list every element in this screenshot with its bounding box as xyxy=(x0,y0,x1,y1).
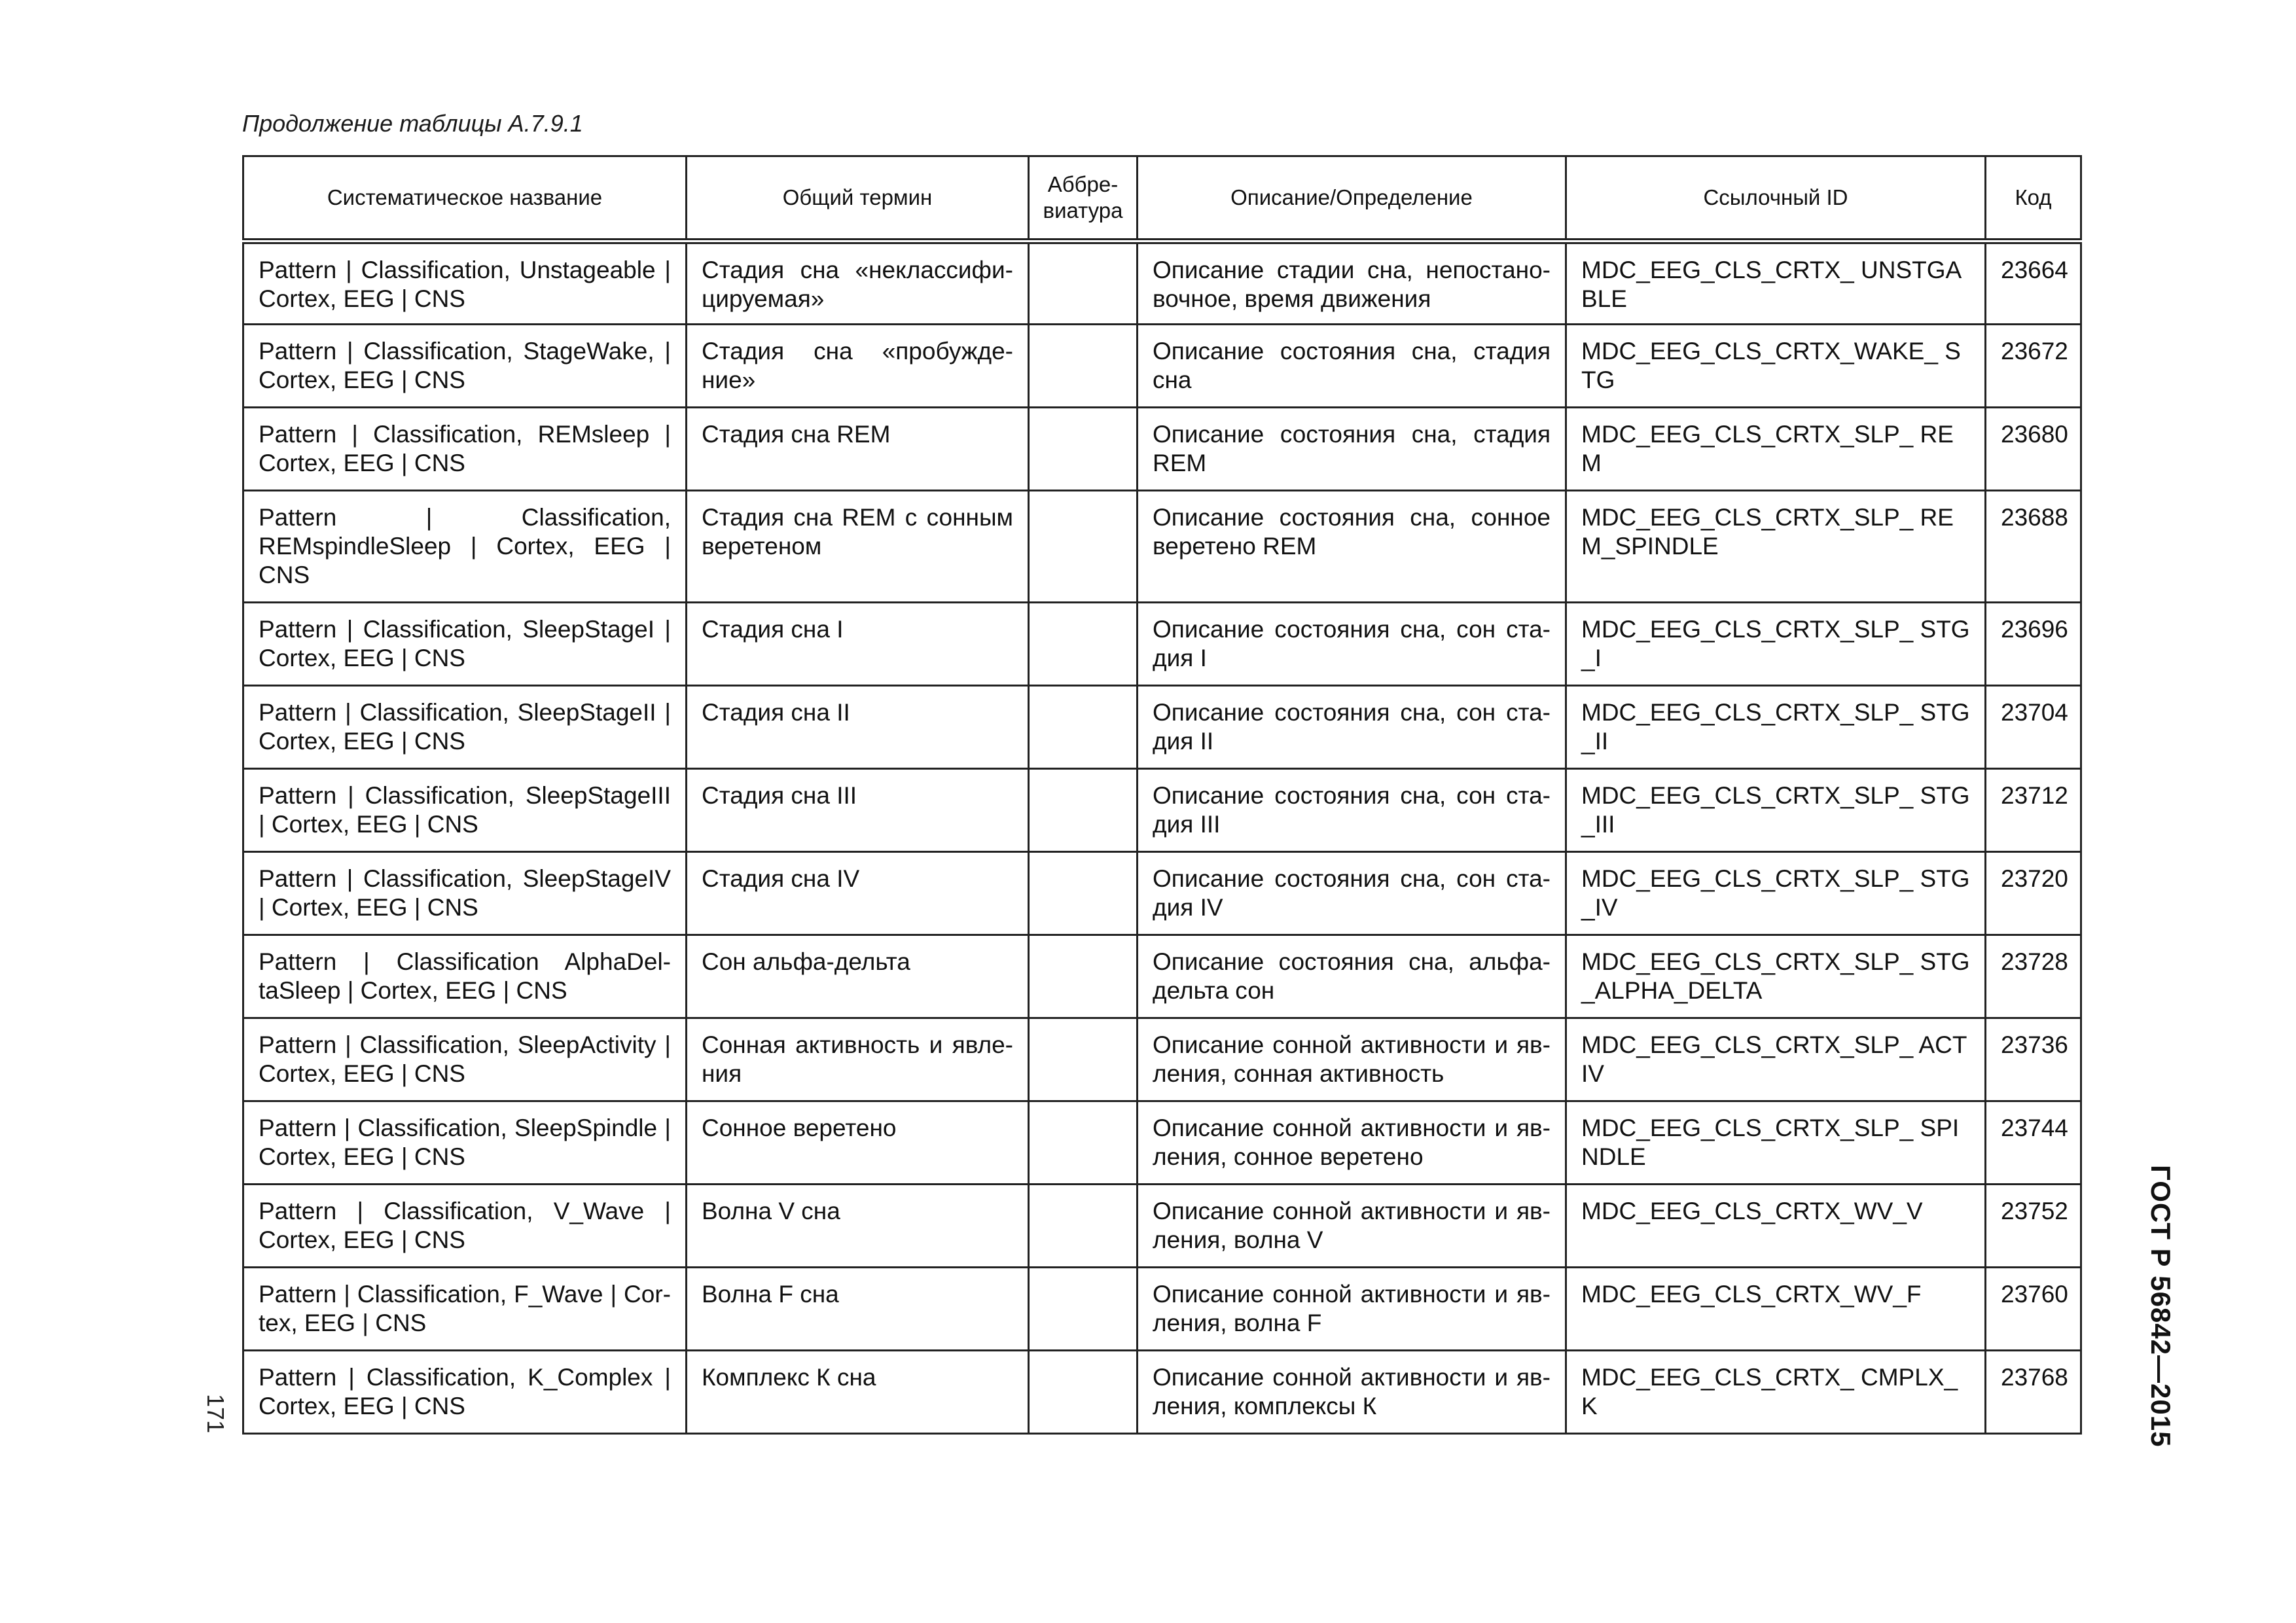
cell-systematic-name: Pattern | Classification, SleepStageIII | Cortex, EEG | CNS xyxy=(243,769,687,852)
cell-systematic-name: Pattern | Classification, StageWake, | Cortex, EEG | CNS xyxy=(243,325,687,408)
cell-common-term: Сонное веретено xyxy=(687,1101,1029,1185)
table-row xyxy=(243,1185,2081,1268)
table-row xyxy=(243,325,2081,408)
page-number: 171 xyxy=(202,1394,229,1434)
cell-reference-id: MDC_EEG_CLS_CRTX_SLP_ STG_I xyxy=(1566,603,1986,686)
table-row xyxy=(243,241,2081,325)
table-row xyxy=(243,408,2081,491)
cell-description: Описание сонной активности и яв-ления, комплексы К xyxy=(1138,1351,1566,1434)
header-common-term: Общий термин xyxy=(687,156,1029,241)
cell-abbreviation xyxy=(1029,603,1138,686)
cell-systematic-name: Pattern | Classification, SleepStageIV | Cortex, EEG | CNS xyxy=(243,852,687,935)
cell-abbreviation xyxy=(1029,1101,1138,1185)
cell-description: Описание состояния сна, сонное веретено REM xyxy=(1138,491,1566,603)
cell-description: Описание сонной активности и яв-ления, сонная активность xyxy=(1138,1018,1566,1101)
cell-systematic-name: Pattern | Classification, SleepStageII | Cortex, EEG | CNS xyxy=(243,686,687,769)
cell-systematic-name: Pattern | Classification, Unstageable | Cortex, EEG | CNS xyxy=(243,241,687,325)
cell-reference-id: MDC_EEG_CLS_CRTX_SLP_ REM xyxy=(1566,408,1986,491)
cell-reference-id: MDC_EEG_CLS_CRTX_SLP_ STG_II xyxy=(1566,686,1986,769)
cell-common-term: Стадия сна REM с сонным веретеном xyxy=(687,491,1029,603)
cell-reference-id: MDC_EEG_CLS_CRTX_SLP_ REM_SPINDLE xyxy=(1566,491,1986,603)
table-row xyxy=(243,1101,2081,1185)
cell-systematic-name: Pattern | Classification AlphaDel-taSleep | Cortex, EEG | CNS xyxy=(243,935,687,1018)
cell-description: Описание сонной активности и яв-ления, сонное веретено xyxy=(1138,1101,1566,1185)
cell-description: Описание состояния сна, сон ста-дия I xyxy=(1138,603,1566,686)
cell-reference-id: MDC_EEG_CLS_CRTX_WV_V xyxy=(1566,1185,1986,1268)
cell-code: 23672 xyxy=(1986,325,2081,408)
cell-abbreviation xyxy=(1029,1351,1138,1434)
cell-common-term: Стадия сна REM xyxy=(687,408,1029,491)
cell-description: Описание состояния сна, сон ста-дия IV xyxy=(1138,852,1566,935)
cell-common-term: Стадия сна IV xyxy=(687,852,1029,935)
cell-reference-id: MDC_EEG_CLS_CRTX_WAKE_ STG xyxy=(1566,325,1986,408)
table-row xyxy=(243,1268,2081,1351)
cell-common-term: Стадия сна I xyxy=(687,603,1029,686)
cell-code: 23712 xyxy=(1986,769,2081,852)
cell-common-term: Комплекс К сна xyxy=(687,1351,1029,1434)
header-abbreviation: Аббре-виатура xyxy=(1029,156,1138,241)
table-row xyxy=(243,852,2081,935)
table-row xyxy=(243,1018,2081,1101)
cell-abbreviation xyxy=(1029,491,1138,603)
table-row xyxy=(243,769,2081,852)
cell-description: Описание состояния сна, стадия REM xyxy=(1138,408,1566,491)
cell-code: 23768 xyxy=(1986,1351,2081,1434)
cell-systematic-name: Pattern | Classification, V_Wave | Cortex, EEG | CNS xyxy=(243,1185,687,1268)
cell-abbreviation xyxy=(1029,769,1138,852)
cell-systematic-name: Pattern | Classification, REMsleep | Cortex, EEG | CNS xyxy=(243,408,687,491)
cell-common-term: Сон альфа-дельта xyxy=(687,935,1029,1018)
cell-code: 23704 xyxy=(1986,686,2081,769)
cell-reference-id: MDC_EEG_CLS_CRTX_WV_F xyxy=(1566,1268,1986,1351)
cell-abbreviation xyxy=(1029,325,1138,408)
header-systematic-name: Систематическое название xyxy=(243,156,687,241)
cell-abbreviation xyxy=(1029,935,1138,1018)
cell-systematic-name: Pattern | Classification, SleepActivity | Cortex, EEG | CNS xyxy=(243,1018,687,1101)
cell-code: 23744 xyxy=(1986,1101,2081,1185)
header-description: Описание/Определение xyxy=(1138,156,1566,241)
cell-code: 23752 xyxy=(1986,1185,2081,1268)
cell-reference-id: MDC_EEG_CLS_CRTX_SLP_ SPINDLE xyxy=(1566,1101,1986,1185)
cell-common-term: Волна F сна xyxy=(687,1268,1029,1351)
cell-common-term: Стадия сна II xyxy=(687,686,1029,769)
cell-abbreviation xyxy=(1029,852,1138,935)
header-reference-id: Ссылочный ID xyxy=(1566,156,1986,241)
cell-code: 23664 xyxy=(1986,241,2081,325)
cell-description: Описание состояния сна, сон ста-дия II xyxy=(1138,686,1566,769)
table-header-row xyxy=(243,156,2081,241)
cell-reference-id: MDC_EEG_CLS_CRTX_SLP_ STG_III xyxy=(1566,769,1986,852)
cell-common-term: Волна V сна xyxy=(687,1185,1029,1268)
cell-reference-id: MDC_EEG_CLS_CRTX_SLP_ STG_IV xyxy=(1566,852,1986,935)
terms-table xyxy=(242,155,2082,1435)
table-row xyxy=(243,686,2081,769)
cell-reference-id: MDC_EEG_CLS_CRTX_ UNSTGABLE xyxy=(1566,241,1986,325)
table-row xyxy=(243,1351,2081,1434)
cell-abbreviation xyxy=(1029,241,1138,325)
cell-systematic-name: Pattern | Classification, REMspindleSleep | Cortex, EEG | CNS xyxy=(243,491,687,603)
document-standard-title: ГОСТ Р 56842—2015 xyxy=(2145,1165,2176,1448)
cell-abbreviation xyxy=(1029,408,1138,491)
cell-description: Описание состояния сна, сон ста-дия III xyxy=(1138,769,1566,852)
cell-systematic-name: Pattern | Classification, SleepSpindle | Cortex, EEG | CNS xyxy=(243,1101,687,1185)
table-row xyxy=(243,603,2081,686)
cell-common-term: Сонная активность и явле-ния xyxy=(687,1018,1029,1101)
cell-code: 23728 xyxy=(1986,935,2081,1018)
cell-common-term: Стадия сна «неклассифи-цируемая» xyxy=(687,241,1029,325)
cell-code: 23760 xyxy=(1986,1268,2081,1351)
cell-description: Описание стадии сна, непостано-вочное, время движения xyxy=(1138,241,1566,325)
cell-systematic-name: Pattern | Classification, K_Complex | Cortex, EEG | CNS xyxy=(243,1351,687,1434)
cell-reference-id: MDC_EEG_CLS_CRTX_ CMPLX_K xyxy=(1566,1351,1986,1434)
cell-description: Описание состояния сна, альфа-дельта сон xyxy=(1138,935,1566,1018)
cell-systematic-name: Pattern | Classification, F_Wave | Cor-tex, EEG | CNS xyxy=(243,1268,687,1351)
cell-code: 23720 xyxy=(1986,852,2081,935)
cell-abbreviation xyxy=(1029,1268,1138,1351)
cell-common-term: Стадия сна «пробужде-ние» xyxy=(687,325,1029,408)
cell-systematic-name: Pattern | Classification, SleepStageI | Cortex, EEG | CNS xyxy=(243,603,687,686)
cell-reference-id: MDC_EEG_CLS_CRTX_SLP_ ACTIV xyxy=(1566,1018,1986,1101)
header-code: Код xyxy=(1986,156,2081,241)
cell-abbreviation xyxy=(1029,1185,1138,1268)
table-row xyxy=(243,491,2081,603)
cell-code: 23736 xyxy=(1986,1018,2081,1101)
table-row xyxy=(243,935,2081,1018)
cell-code: 23696 xyxy=(1986,603,2081,686)
cell-description: Описание сонной активности и яв-ления, волна F xyxy=(1138,1268,1566,1351)
cell-description: Описание сонной активности и яв-ления, волна V xyxy=(1138,1185,1566,1268)
cell-abbreviation xyxy=(1029,686,1138,769)
cell-code: 23688 xyxy=(1986,491,2081,603)
cell-common-term: Стадия сна III xyxy=(687,769,1029,852)
cell-description: Описание состояния сна, стадия сна xyxy=(1138,325,1566,408)
table-caption: Продолжение таблицы А.7.9.1 xyxy=(242,110,583,137)
cell-code: 23680 xyxy=(1986,408,2081,491)
cell-abbreviation xyxy=(1029,1018,1138,1101)
cell-reference-id: MDC_EEG_CLS_CRTX_SLP_ STG_ALPHA_DELTA xyxy=(1566,935,1986,1018)
